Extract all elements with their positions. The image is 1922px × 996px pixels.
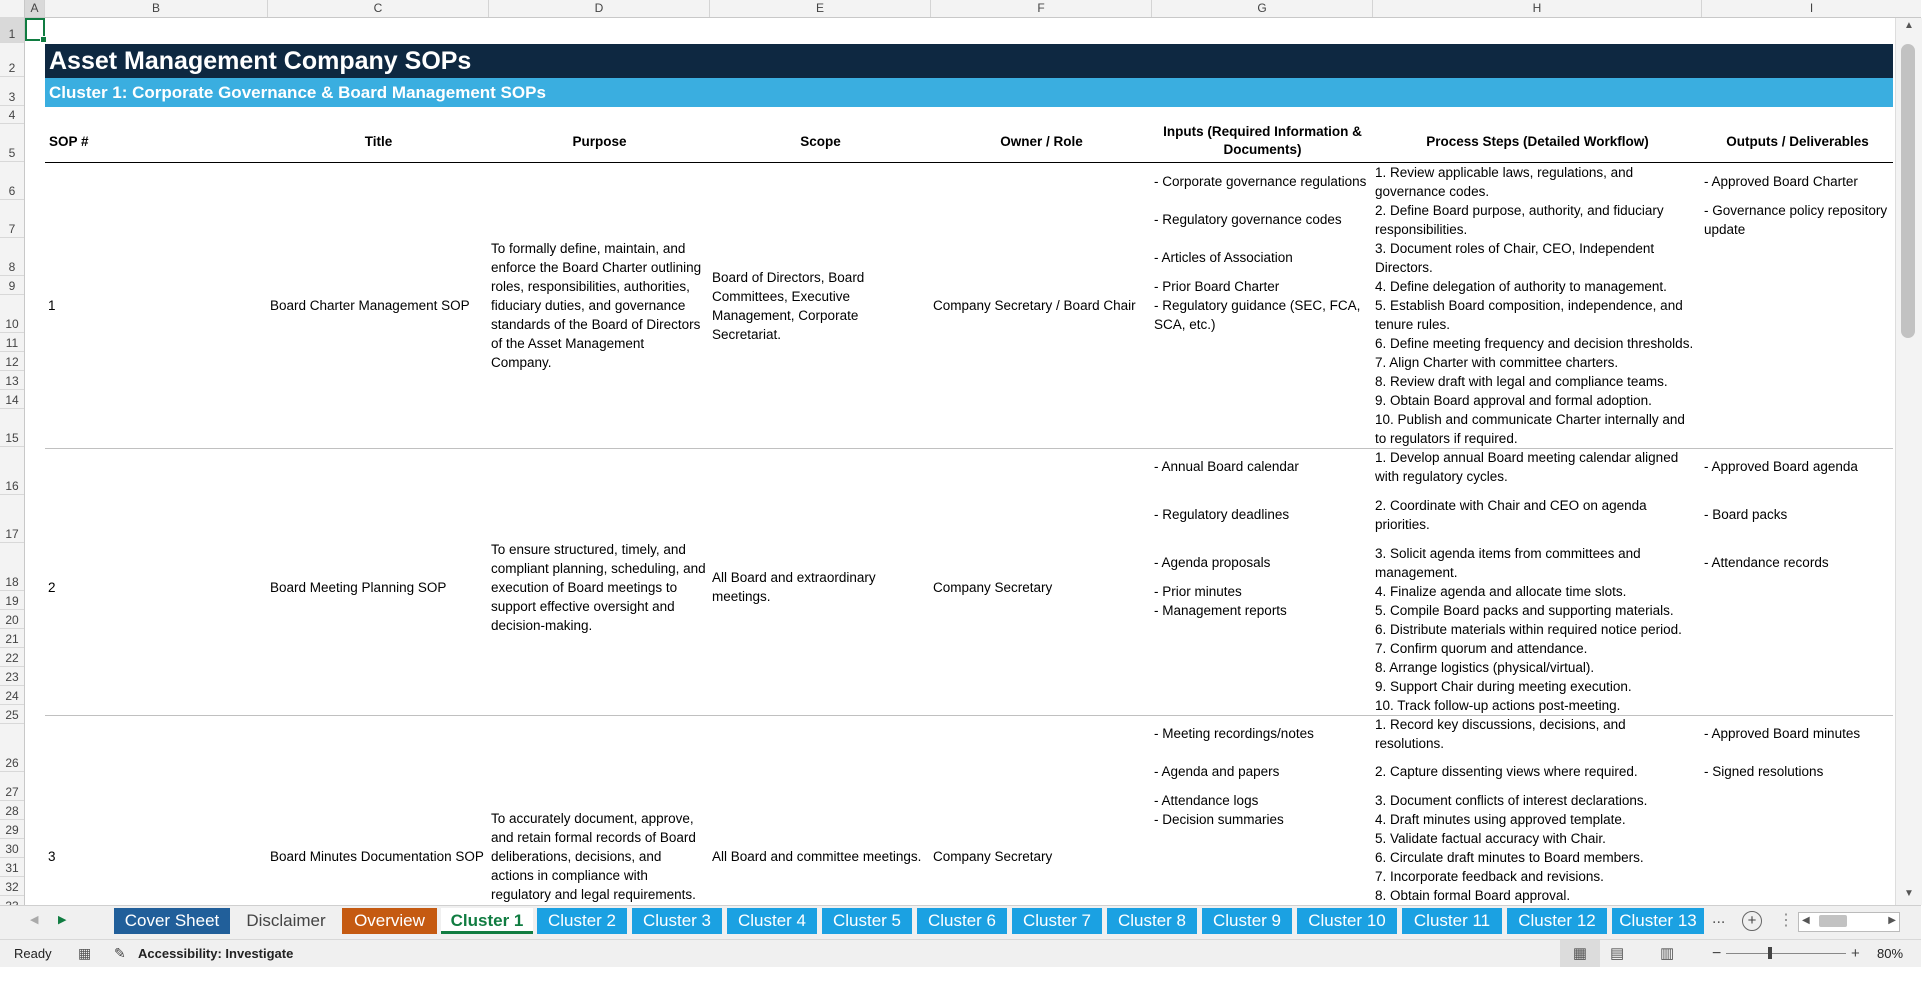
tab-disclaimer[interactable]: Disclaimer [234, 908, 338, 934]
tab-cluster-2[interactable]: Cluster 2 [537, 908, 627, 934]
tab-cluster-8[interactable]: Cluster 8 [1107, 908, 1197, 934]
sop-number-cell[interactable]: 1 [48, 298, 56, 313]
output-line: - Approved Board agenda [1704, 459, 1858, 474]
row-header[interactable]: 3 [0, 77, 24, 106]
purpose-cell[interactable]: To formally define, maintain, and enforce the Board Charter outlining roles, responsibilities, authorities, fiduciary duties, and governance standards of the Board of Directors of the Asset Management Company. [491, 241, 702, 370]
scroll-left-icon[interactable]: ◀ [1802, 915, 1810, 926]
inputs-line: - Prior Board Charter [1154, 279, 1280, 294]
step-line: 3. Solicit agenda items from committees and [1375, 546, 1641, 561]
worksheet-grid[interactable] [25, 18, 1895, 905]
inputs-line: - Decision summaries [1154, 812, 1284, 827]
vertical-scroll-thumb[interactable] [1901, 44, 1915, 338]
page-layout-view-icon[interactable]: ▤ [1610, 945, 1625, 962]
zoom-slider-thumb[interactable] [1768, 947, 1772, 959]
tab-overview[interactable]: Overview [342, 908, 437, 934]
sheet-title[interactable]: Asset Management Company SOPs [45, 44, 1893, 78]
accessibility-status[interactable]: Accessibility: Investigate [138, 946, 294, 961]
sheet-tab-bar [0, 905, 1921, 940]
horizontal-scrollbar[interactable] [1798, 912, 1900, 932]
row-header[interactable]: 25 [0, 705, 24, 724]
row-header[interactable]: 4 [0, 106, 24, 124]
tab-cluster-7[interactable]: Cluster 7 [1012, 908, 1102, 934]
inputs-line: - Articles of Association [1154, 250, 1293, 265]
row-header[interactable]: 21 [0, 629, 24, 648]
column-header-a[interactable]: A [25, 0, 45, 17]
tab-cluster-13[interactable]: Cluster 13 [1612, 908, 1704, 934]
step-line: 2. Coordinate with Chair and CEO on agenda [1375, 498, 1647, 513]
step-line: resolutions. [1375, 736, 1445, 751]
step-line: responsibilities. [1375, 222, 1468, 237]
scope-cell[interactable]: All Board and committee meetings. [712, 848, 922, 864]
row-header[interactable]: 7 [0, 200, 24, 238]
previous-sheet-icon[interactable]: ◀ [30, 914, 39, 926]
step-line: 9. Obtain Board approval and formal adoption. [1375, 393, 1652, 408]
step-line: 1. Develop annual Board meeting calendar aligned [1375, 450, 1679, 465]
step-line: 4. Define delegation of authority to management. [1375, 279, 1667, 294]
inputs-line: - Agenda and papers [1154, 764, 1280, 779]
step-line: 4. Finalize agenda and allocate time slots. [1375, 584, 1627, 599]
step-line: Directors. [1375, 260, 1433, 275]
next-sheet-icon[interactable]: ▶ [58, 914, 67, 926]
output-line: update [1704, 222, 1746, 237]
step-line: to regulators if required. [1375, 431, 1518, 446]
row-header[interactable]: 26 [0, 724, 24, 772]
row-header[interactable]: 15 [0, 409, 24, 447]
column-header-e[interactable]: E [710, 0, 931, 17]
scope-cell[interactable]: All Board and extraordinary meetings. [712, 570, 876, 604]
inputs-line: - Regulatory governance codes [1154, 212, 1342, 227]
owner-cell[interactable]: Company Secretary [933, 848, 1053, 864]
step-line: tenure rules. [1375, 317, 1451, 332]
row-header-bar [0, 17, 25, 905]
scope-cell[interactable]: Board of Directors, Board Committees, Executive Management, Corporate Secretariat. [712, 269, 865, 342]
step-line: with regulatory cycles. [1375, 469, 1508, 484]
step-line: 5. Establish Board composition, independence, and [1375, 298, 1683, 313]
step-line: 8. Review draft with legal and compliance teams. [1375, 374, 1668, 389]
title-cell[interactable]: Board Minutes Documentation SOP [270, 848, 484, 864]
more-sheets-ellipsis[interactable]: ... [1712, 910, 1726, 927]
tab-cover-sheet[interactable]: Cover Sheet [114, 908, 230, 934]
output-line: - Approved Board Charter [1704, 174, 1858, 189]
output-line: - Attendance records [1704, 555, 1829, 570]
row-header[interactable]: 5 [0, 124, 24, 162]
row-header[interactable]: 29 [0, 820, 24, 839]
step-line: 7. Align Charter with committee charters. [1375, 355, 1619, 370]
header-sop-number[interactable]: SOP # [49, 134, 89, 149]
tab-cluster-12[interactable]: Cluster 12 [1507, 908, 1607, 934]
page-break-preview-icon[interactable]: ▥ [1660, 945, 1675, 962]
accessibility-icon[interactable]: ✎ [114, 945, 126, 961]
tab-cluster-1[interactable]: Cluster 1 [441, 908, 533, 934]
purpose-cell[interactable]: To accurately document, approve, and retain formal records of Board deliberations, decisions, and actions in compliance with regulatory and legal requirements. [491, 810, 696, 902]
tab-cluster-4[interactable]: Cluster 4 [727, 908, 817, 934]
horizontal-scroll-thumb[interactable] [1819, 915, 1847, 927]
output-line: - Governance policy repository [1704, 203, 1888, 218]
title-cell[interactable]: Board Charter Management SOP [270, 298, 470, 313]
step-line: priorities. [1375, 517, 1430, 532]
status-ready: Ready [14, 946, 52, 961]
header-process-steps[interactable]: Process Steps (Detailed Workflow) [1426, 134, 1649, 149]
column-header-i[interactable]: I [1809, 1, 1814, 15]
output-line: - Board packs [1704, 507, 1788, 522]
step-line: management. [1375, 565, 1458, 580]
row-header[interactable]: 2 [0, 43, 24, 77]
inputs-line: - Prior minutes [1154, 584, 1242, 599]
header-title[interactable]: Title [364, 134, 393, 149]
header-scope[interactable]: Scope [800, 134, 841, 149]
zoom-level[interactable]: 80% [1877, 946, 1904, 961]
select-all-corner[interactable] [0, 0, 25, 17]
zoom-slider[interactable] [1726, 953, 1846, 954]
zoom-in-icon[interactable]: + [1851, 945, 1860, 962]
macro-record-icon[interactable]: ▦ [78, 945, 92, 961]
step-line: 9. Support Chair during meeting execution. [1375, 679, 1632, 694]
header-inputs[interactable]: Inputs (Required Information & Documents) [1163, 124, 1362, 157]
step-line: governance codes. [1375, 184, 1490, 199]
output-line: - Signed resolutions [1704, 764, 1824, 779]
step-line: 1. Review applicable laws, regulations, and [1375, 165, 1634, 180]
column-header-b[interactable]: B [45, 0, 268, 17]
inputs-line: - Regulatory guidance (SEC, FCA, [1154, 298, 1361, 313]
step-line: 3. Document roles of Chair, CEO, Independent [1375, 241, 1655, 256]
sop-number-cell[interactable]: 3 [48, 848, 56, 864]
row-header[interactable]: 16 [0, 447, 24, 495]
tab-cluster-6[interactable]: Cluster 6 [917, 908, 1007, 934]
step-line: 4. Draft minutes using approved template. [1375, 812, 1626, 827]
cluster-title[interactable]: Cluster 1: Corporate Governance & Board Management SOPs [45, 78, 1893, 107]
owner-cell[interactable]: Company Secretary / Board Chair [933, 298, 1136, 313]
inputs-line: - Agenda proposals [1154, 555, 1271, 570]
tab-split-handle-icon[interactable]: ⋮ [1778, 912, 1794, 929]
column-header-c[interactable]: C [268, 0, 489, 17]
row-header[interactable]: 19 [0, 591, 24, 610]
row-header[interactable]: 13 [0, 371, 24, 390]
inputs-line: - Regulatory deadlines [1154, 507, 1290, 522]
step-line: 7. Incorporate feedback and revisions. [1375, 869, 1604, 884]
step-line: 3. Document conflicts of interest declarations. [1375, 793, 1648, 808]
inputs-line: - Meeting recordings/notes [1154, 726, 1314, 741]
row-header[interactable]: 23 [0, 667, 24, 686]
purpose-cell[interactable]: To ensure structured, timely, and compliant planning, scheduling, and execution of Board meetings to support effective oversight and decision-making. [491, 541, 706, 633]
row-header[interactable]: 27 [0, 772, 24, 801]
header-purpose[interactable]: Purpose [572, 134, 627, 149]
output-line: - Approved Board minutes [1704, 726, 1861, 741]
row-header[interactable]: 32 [0, 877, 24, 896]
column-header-d[interactable]: D [489, 0, 710, 17]
title-cell[interactable]: Board Meeting Planning SOP [270, 579, 447, 595]
step-line: 2. Capture dissenting views where required. [1375, 764, 1638, 779]
header-outputs[interactable]: Outputs / Deliverables [1726, 134, 1869, 149]
step-line: 10. Publish and communicate Charter internally and [1375, 412, 1685, 427]
step-line: 10. Track follow-up actions post-meeting. [1375, 698, 1621, 713]
step-line: 7. Confirm quorum and attendance. [1375, 641, 1588, 656]
row-header[interactable]: 10 [0, 295, 24, 333]
tab-cluster-3[interactable]: Cluster 3 [632, 908, 722, 934]
row-header[interactable]: 8 [0, 238, 24, 276]
status-bar [0, 939, 1921, 967]
row-header[interactable]: 12 [0, 352, 24, 371]
inputs-line: - Management reports [1154, 603, 1287, 618]
scroll-down-icon[interactable]: ▼ [1904, 888, 1914, 899]
row-header[interactable]: 1 [0, 17, 24, 43]
tab-cluster-10[interactable]: Cluster 10 [1297, 908, 1397, 934]
step-line: 6. Circulate draft minutes to Board members. [1375, 850, 1644, 865]
inputs-line: - Annual Board calendar [1154, 459, 1299, 474]
step-line: 8. Obtain formal Board approval. [1375, 888, 1571, 903]
row-header[interactable]: 9 [0, 276, 24, 295]
row-header[interactable]: 24 [0, 686, 24, 705]
row-header[interactable]: 17 [0, 495, 24, 543]
active-cell-a1[interactable] [25, 18, 45, 41]
step-line: 1. Record key discussions, decisions, and [1375, 717, 1626, 732]
inputs-line: - Corporate governance regulations [1154, 174, 1367, 189]
step-line: 6. Distribute materials within required notice period. [1375, 622, 1682, 637]
tab-cluster-5[interactable]: Cluster 5 [822, 908, 912, 934]
row-header[interactable]: 14 [0, 390, 24, 409]
step-line: 5. Validate factual accuracy with Chair. [1375, 831, 1606, 846]
row-header[interactable]: 30 [0, 839, 24, 858]
column-header-f[interactable]: F [931, 0, 1152, 17]
column-header-h[interactable]: H [1373, 0, 1702, 17]
inputs-line: SCA, etc.) [1154, 317, 1216, 332]
row-header[interactable]: 22 [0, 648, 24, 667]
step-line: 8. Arrange logistics (physical/virtual). [1375, 660, 1595, 675]
column-header-bar [0, 0, 1921, 18]
header-owner[interactable]: Owner / Role [1000, 134, 1083, 149]
scroll-right-icon[interactable]: ▶ [1888, 915, 1896, 926]
row-header[interactable]: 6 [0, 162, 24, 200]
row-header[interactable]: 11 [0, 333, 24, 352]
step-line: 6. Define meeting frequency and decision thresholds. [1375, 336, 1694, 351]
row-header[interactable]: 28 [0, 801, 24, 820]
row-header[interactable]: 18 [0, 543, 24, 591]
step-line: 5. Compile Board packs and supporting materials. [1375, 603, 1674, 618]
column-header-g[interactable]: G [1152, 0, 1373, 17]
scroll-up-icon[interactable]: ▲ [1904, 20, 1914, 31]
add-sheet-icon[interactable]: + [1742, 911, 1762, 931]
owner-cell[interactable]: Company Secretary [933, 579, 1053, 595]
vertical-scrollbar[interactable] [1895, 18, 1922, 905]
inputs-line: - Attendance logs [1154, 793, 1259, 808]
tab-cluster-9[interactable]: Cluster 9 [1202, 908, 1292, 934]
row-header[interactable]: 20 [0, 610, 24, 629]
tab-cluster-11[interactable]: Cluster 11 [1402, 908, 1502, 934]
step-line: 2. Define Board purpose, authority, and fiduciary [1375, 203, 1664, 218]
sop-number-cell[interactable]: 2 [48, 579, 56, 595]
normal-view-icon[interactable]: ▦ [1560, 940, 1600, 967]
row-header[interactable]: 31 [0, 858, 24, 877]
zoom-out-icon[interactable]: − [1712, 945, 1722, 962]
